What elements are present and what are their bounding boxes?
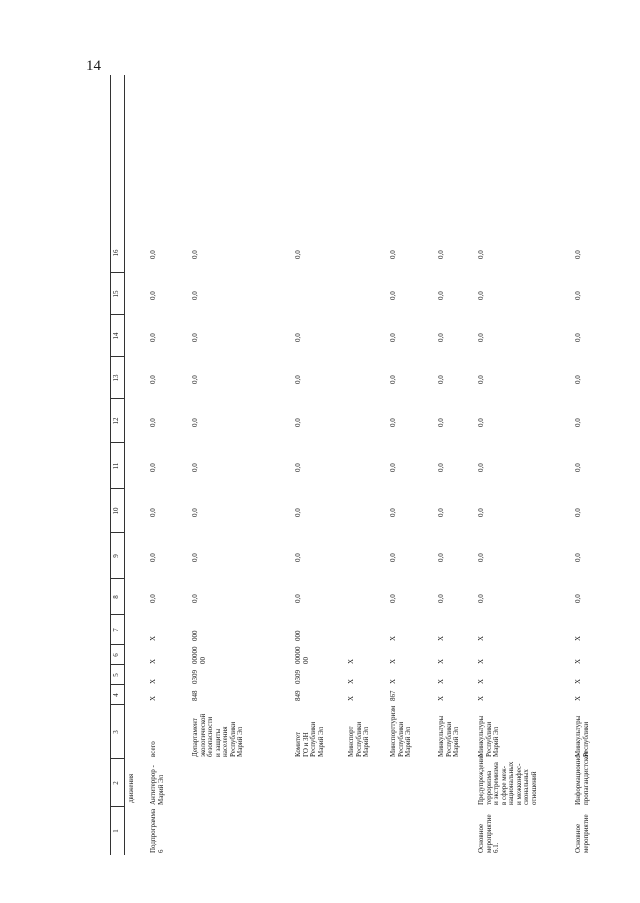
code-csr-line: Х xyxy=(437,658,445,664)
amount-cell: 0,0 xyxy=(149,553,157,562)
code-grbs: 849 xyxy=(294,690,302,701)
code-grbs: Х xyxy=(477,695,485,701)
executor-line: безопасности xyxy=(206,716,215,757)
amount-cell: 0,0 xyxy=(191,375,199,384)
executor-line: и защиты xyxy=(213,728,222,757)
amount-cell: 0,0 xyxy=(191,250,199,259)
amount-cell: 0,0 xyxy=(574,418,582,427)
code-vr: Х xyxy=(574,635,582,641)
column-divider xyxy=(110,806,124,807)
amount-cell: 0,0 xyxy=(437,508,445,517)
executor-line: населения xyxy=(221,726,230,757)
program-name xyxy=(575,751,590,805)
column-divider xyxy=(110,614,124,615)
code-rzpr: Х xyxy=(437,678,445,684)
header-rule xyxy=(124,75,125,855)
program-name-line: и экстремизма xyxy=(492,762,501,805)
amount-cell: 0,0 xyxy=(574,553,582,562)
program-name xyxy=(478,754,538,805)
amount-cell: 0,0 xyxy=(389,508,397,517)
executor xyxy=(438,716,461,757)
column-header-2: 2 xyxy=(112,781,120,785)
page-number: 14 xyxy=(86,58,101,74)
program-name-line: национальных xyxy=(507,761,516,805)
executor xyxy=(150,741,158,757)
executor-line: Республики xyxy=(228,721,237,757)
code-rzpr: Х xyxy=(389,678,397,684)
amount-cell: 0,0 xyxy=(477,594,485,603)
code-csr xyxy=(192,647,207,665)
code-rzpr: Х xyxy=(477,678,485,684)
rotated-budget-table xyxy=(110,75,615,855)
code-vr: 000 xyxy=(294,630,302,641)
code-rzpr: 0309 xyxy=(294,670,302,684)
amount-cell: 0,0 xyxy=(477,291,485,300)
amount-cell: 0,0 xyxy=(294,418,302,427)
code-csr xyxy=(438,659,446,664)
amount-cell: 0,0 xyxy=(437,375,445,384)
amount-cell: 0,0 xyxy=(149,291,157,300)
amount-cell: 0,0 xyxy=(389,333,397,342)
column-header-5: 5 xyxy=(112,673,120,677)
executor-line: Республики xyxy=(309,721,318,757)
amount-cell: 0,0 xyxy=(191,291,199,300)
program-name-line: пропагандистское xyxy=(581,751,590,805)
executor-line: Комитет xyxy=(294,731,302,757)
amount-cell: 0,0 xyxy=(574,250,582,259)
amount-cell: 0,0 xyxy=(477,463,485,472)
code-grbs: 848 xyxy=(191,690,199,701)
amount-cell: 0,0 xyxy=(389,291,397,300)
code-csr-line: Х xyxy=(477,658,485,664)
column-divider xyxy=(110,578,124,579)
code-vr: Х xyxy=(477,635,485,641)
executor-line: Республики xyxy=(444,721,453,757)
column-divider xyxy=(110,758,124,759)
program-name-line: Предупреждение xyxy=(477,753,485,805)
column-divider xyxy=(110,442,124,443)
code-grbs: Х xyxy=(347,695,355,701)
amount-cell: 0,0 xyxy=(574,463,582,472)
amount-cell: 0,0 xyxy=(149,594,157,603)
amount-cell: 0,0 xyxy=(191,594,199,603)
program-type-line: 6.1. xyxy=(492,842,501,853)
amount-cell: 0,0 xyxy=(149,508,157,517)
code-vr: 000 xyxy=(191,630,199,641)
amount-cell: 0,0 xyxy=(294,463,302,472)
column-header-13: 13 xyxy=(112,374,120,382)
amount-cell: 0,0 xyxy=(437,333,445,342)
executor-line: Марий Эл xyxy=(236,726,245,757)
amount-cell: 0,0 xyxy=(437,250,445,259)
executor-line: экологической xyxy=(198,713,207,757)
code-csr xyxy=(295,647,310,665)
amount-cell: 0,0 xyxy=(477,508,485,517)
executor xyxy=(295,722,325,757)
code-csr-line: 00000 xyxy=(294,646,302,664)
executor-line: Департамент xyxy=(191,718,199,757)
program-type xyxy=(150,809,165,853)
program-name-line: и межконфес- xyxy=(514,763,523,805)
executor-line: Минспорт xyxy=(347,726,355,757)
column-header-11: 11 xyxy=(112,462,120,470)
column-header-6: 6 xyxy=(112,653,120,657)
amount-cell: 0,0 xyxy=(294,333,302,342)
executor-line: Марий Эл xyxy=(492,726,501,757)
column-divider xyxy=(110,488,124,489)
column-header-10: 10 xyxy=(112,507,120,515)
executor-line: Марий Эл xyxy=(452,726,461,757)
program-type-line: 6 xyxy=(156,849,165,853)
code-vr: Х xyxy=(437,635,445,641)
amount-cell: 0,0 xyxy=(477,333,485,342)
code-rzpr: Х xyxy=(574,678,582,684)
column-header-9: 9 xyxy=(112,554,120,558)
code-csr-line: 00 xyxy=(198,657,207,664)
amount-cell: 0,0 xyxy=(389,463,397,472)
amount-cell: 0,0 xyxy=(149,418,157,427)
amount-cell: 0,0 xyxy=(149,375,157,384)
executor-line: Марий Эл xyxy=(316,726,325,757)
executor xyxy=(348,722,371,757)
amount-cell: 0,0 xyxy=(149,250,157,259)
code-csr xyxy=(348,659,356,664)
program-name-line: терроризма xyxy=(484,770,493,805)
continuation-text: движения xyxy=(127,773,135,803)
program-name-line: сиональных xyxy=(522,769,531,805)
program-type-line: Подпрограмма xyxy=(149,808,157,853)
column-header-16: 16 xyxy=(112,249,120,257)
code-grbs: 867 xyxy=(389,690,397,701)
executor-line: Марий Эл xyxy=(404,726,413,757)
program-name-line: Антитеррор - xyxy=(149,765,157,805)
code-vr: Х xyxy=(149,635,157,641)
program-type-line: Основное xyxy=(574,823,582,853)
column-header-15: 15 xyxy=(112,290,120,298)
amount-cell: 0,0 xyxy=(437,418,445,427)
code-csr xyxy=(390,659,398,664)
code-csr-line: Х xyxy=(149,658,157,664)
amount-cell: 0,0 xyxy=(389,250,397,259)
amount-cell: 0,0 xyxy=(574,291,582,300)
executor-line: Республики xyxy=(354,721,363,757)
amount-cell: 0,0 xyxy=(294,508,302,517)
code-csr xyxy=(575,659,583,664)
column-divider xyxy=(110,272,124,273)
code-vr: Х xyxy=(389,635,397,641)
column-header-7: 7 xyxy=(112,628,120,632)
amount-cell: 0,0 xyxy=(437,291,445,300)
amount-cell: 0,0 xyxy=(437,594,445,603)
amount-cell: 0,0 xyxy=(389,594,397,603)
column-divider xyxy=(110,644,124,645)
amount-cell: 0,0 xyxy=(389,418,397,427)
amount-cell: 0,0 xyxy=(389,553,397,562)
program-name-line: Марий Эл xyxy=(156,774,165,805)
amount-cell: 0,0 xyxy=(477,553,485,562)
executor-line: Минкультуры xyxy=(477,715,485,757)
program-type xyxy=(575,814,590,853)
executor xyxy=(192,714,245,757)
amount-cell: 0,0 xyxy=(437,463,445,472)
column-header-14: 14 xyxy=(112,332,120,340)
executor-line: Республики xyxy=(581,721,590,757)
executor-line: всего xyxy=(149,741,157,757)
code-rzpr: Х xyxy=(149,678,157,684)
program-type xyxy=(478,814,501,853)
amount-cell: 0,0 xyxy=(574,508,582,517)
code-grbs: Х xyxy=(149,695,157,701)
executor-line: Минспорттуризм xyxy=(389,705,397,757)
amount-cell: 0,0 xyxy=(191,463,199,472)
amount-cell: 0,0 xyxy=(191,508,199,517)
code-csr-line: Х xyxy=(347,658,355,664)
column-header-1: 1 xyxy=(112,829,120,833)
code-grbs: Х xyxy=(437,695,445,701)
program-type-line: Основное xyxy=(477,823,485,853)
column-header-3: 3 xyxy=(112,730,120,734)
executor-line: Минкультуры xyxy=(437,715,445,757)
amount-cell: 0,0 xyxy=(574,333,582,342)
amount-cell: 0,0 xyxy=(191,553,199,562)
amount-cell: 0,0 xyxy=(437,553,445,562)
amount-cell: 0,0 xyxy=(477,250,485,259)
amount-cell: 0,0 xyxy=(294,375,302,384)
executor-line: Марий Эл xyxy=(362,726,371,757)
program-type-line: мероприятие xyxy=(581,814,590,853)
program-name xyxy=(150,765,165,805)
code-rzpr: Х xyxy=(347,678,355,684)
amount-cell: 0,0 xyxy=(574,375,582,384)
program-name-line: в сфере меж- xyxy=(499,766,508,805)
column-header-12: 12 xyxy=(112,417,120,425)
column-divider xyxy=(110,398,124,399)
program-name-line: Информационно- xyxy=(574,752,582,805)
amount-cell: 0,0 xyxy=(149,463,157,472)
code-csr xyxy=(150,659,158,664)
amount-cell: 0,0 xyxy=(191,333,199,342)
code-csr-line: 00 xyxy=(301,657,310,664)
amount-cell: 0,0 xyxy=(294,594,302,603)
column-divider xyxy=(110,704,124,705)
executor-line: Республики xyxy=(396,721,405,757)
column-divider xyxy=(110,664,124,665)
code-csr-line: 00000 xyxy=(191,646,199,664)
column-divider xyxy=(110,314,124,315)
header-rule xyxy=(110,75,111,855)
executor xyxy=(478,716,501,757)
amount-cell: 0,0 xyxy=(294,553,302,562)
column-header-8: 8 xyxy=(112,595,120,599)
amount-cell: 0,0 xyxy=(477,375,485,384)
amount-cell: 0,0 xyxy=(294,250,302,259)
code-grbs: Х xyxy=(574,695,582,701)
amount-cell: 0,0 xyxy=(574,594,582,603)
code-rzpr: 0309 xyxy=(191,670,199,684)
program-name-line: отношений xyxy=(529,771,538,805)
amount-cell: 0,0 xyxy=(191,418,199,427)
amount-cell: 0,0 xyxy=(149,333,157,342)
column-header-4: 4 xyxy=(112,693,120,697)
program-type-line: мероприятие xyxy=(484,814,493,853)
column-divider xyxy=(110,532,124,533)
executor xyxy=(575,716,590,757)
amount-cell: 0,0 xyxy=(477,418,485,427)
code-csr-line: Х xyxy=(389,658,397,664)
code-csr-line: Х xyxy=(574,658,582,664)
amount-cell: 0,0 xyxy=(389,375,397,384)
executor xyxy=(390,706,413,757)
column-divider xyxy=(110,684,124,685)
executor-line: Республики xyxy=(484,721,493,757)
executor-line: Минкультуры xyxy=(574,715,582,757)
code-csr xyxy=(478,659,486,664)
executor-line: ГО и ЗН xyxy=(301,732,310,757)
column-divider xyxy=(110,356,124,357)
